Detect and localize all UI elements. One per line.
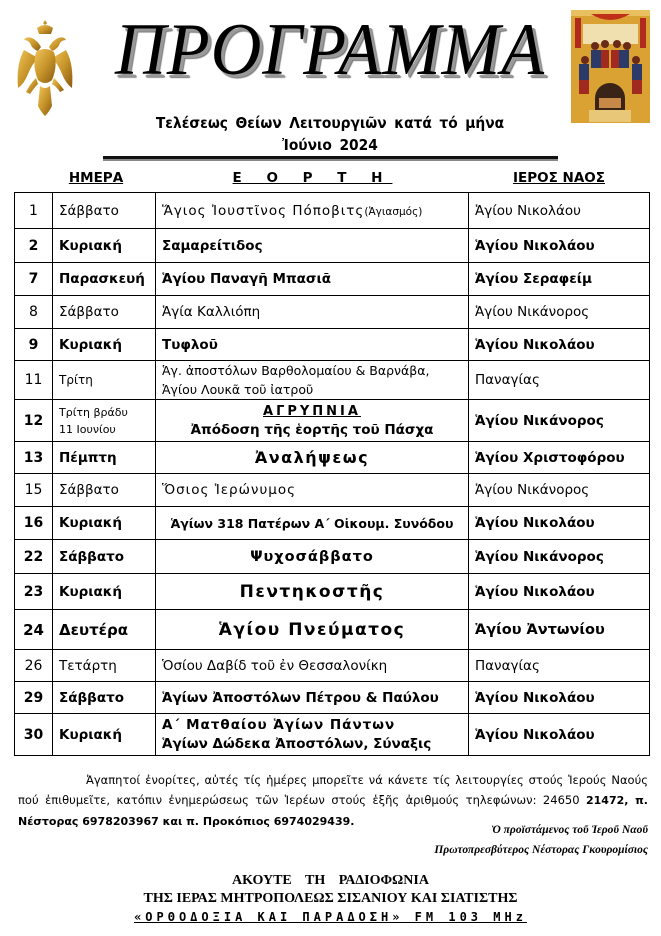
date-cell: 22 [15, 540, 53, 574]
signature-name: Πρωτοπρεσβύτερος Νέστορας Γκουρομίσιος [434, 844, 648, 856]
radio-line-1: ΑΚΟΥΤΕ ΤΗ ΡΑΔΙΟΦΩΝΙΑ [232, 873, 429, 888]
radio-station: «ΟΡΘΟΔΟΞΙΑ ΚΑΙ ΠΑΡΑΔΟΣΗ» FM 103 MHz [134, 910, 527, 924]
church-cell: Ἁγίου Νικάνορος [469, 540, 650, 574]
subtitle-line-2: Ἰούνιο 2024 [282, 136, 378, 154]
table-row [15, 229, 650, 263]
notice-text: Ἀγαπητοί ἐνορίτες, αὐτές τίς ἡμέρες μπορεῖτε νά κάνετε τίς λειτουργίες στούς Ἱερούς Ναούς πού ἐπιθυμεῖτε, κατόπιν ἐνημερώσεως τῶν Ἱερέων στούς ἑξῆς ἀριθμούς τηλεφώνων: 24650 [18, 773, 648, 807]
date-cell: 12 [15, 400, 53, 442]
church-cell: Ἁγίου Σεραφείμ [469, 263, 650, 296]
feast-cell: Ἁγίων Ἀποστόλων Πέτρου & Παύλου [156, 682, 469, 714]
table-row [15, 361, 650, 400]
day-cell: Πέμπτη [53, 442, 156, 474]
table-row [15, 263, 650, 296]
table-row [15, 650, 650, 682]
church-cell: Παναγίας [469, 650, 650, 682]
date-cell: 2 [15, 229, 53, 263]
church-cell: Ἁγίου Νικολάου [469, 507, 650, 540]
date-cell: 16 [15, 507, 53, 540]
feast-line-1: Ἁγ. ἀποστόλων Βαρθολομαίου & Βαρνάβα, [162, 363, 430, 378]
date-cell: 9 [15, 329, 53, 361]
feast-cell [156, 361, 469, 400]
vigil-label: ΑΓΡΥΠΝΙΑ [263, 403, 361, 419]
table-row [15, 574, 650, 610]
church-cell: Ἁγίου Νικάνορος [469, 400, 650, 442]
church-cell: Ἁγίου Νικάνορος [469, 296, 650, 329]
column-header-day: ΗΜΕΡΑ [68, 170, 124, 186]
header-divider-shadow [103, 159, 558, 161]
date-cell: 15 [15, 474, 53, 507]
table-row [15, 540, 650, 574]
feast-cell: Ὅσιος Ἱερώνυμος [156, 474, 469, 507]
church-cell: Ἁγίου Νικολάου [469, 193, 650, 229]
day-cell: Τρίτη [53, 361, 156, 400]
church-cell: Ἁγίου Χριστοφόρου [469, 442, 650, 474]
double-headed-eagle-emblem [14, 18, 76, 118]
date-cell: 24 [15, 610, 53, 650]
feast-cell: Ἁγίων 318 Πατέρων Α΄ Οἰκουμ. Συνόδου [156, 507, 469, 540]
feast-cell [156, 193, 469, 229]
church-cell: Ἁγίου Νικάνορος [469, 474, 650, 507]
day-line-1: Τρίτη βράδυ [59, 405, 128, 419]
column-header-church: ΙΕΡΟΣ ΝΑΟΣ [513, 170, 605, 186]
day-cell: Κυριακή [53, 507, 156, 540]
date-cell: 11 [15, 361, 53, 400]
day-cell: Σάββατο [53, 193, 156, 229]
table-row [15, 400, 650, 442]
table-row [15, 442, 650, 474]
date-cell: 1 [15, 193, 53, 229]
feast-cell: Ἀναλήψεως [156, 442, 469, 474]
radio-announcement [0, 872, 661, 926]
schedule-table [14, 192, 650, 756]
day-line-2: 11 Ιουνίου [59, 422, 116, 436]
table-row [15, 329, 650, 361]
feast-line-2: Ἁγίου Λουκᾶ τοῦ ἰατροῦ [162, 382, 314, 397]
table-row [15, 507, 650, 540]
table-row [15, 714, 650, 756]
day-cell: Κυριακή [53, 329, 156, 361]
feast-cell: Σαμαρείτιδος [156, 229, 469, 263]
table-row [15, 296, 650, 329]
date-cell: 23 [15, 574, 53, 610]
subtitle [118, 112, 541, 156]
feast-cell: Ἁγία Καλλιόπη [156, 296, 469, 329]
church-cell: Ἁγίου Νικολάου [469, 714, 650, 756]
day-cell [53, 400, 156, 442]
day-cell: Σάββατο [53, 540, 156, 574]
church-cell: Ἁγίου Νικολάου [469, 229, 650, 263]
day-cell: Τετάρτη [53, 650, 156, 682]
day-cell: Δευτέρα [53, 610, 156, 650]
church-cell: Ἁγίου Νικολάου [469, 574, 650, 610]
feast-cell: Ἁγίου Πνεύματος [156, 610, 469, 650]
table-row [15, 474, 650, 507]
feast-line-2: Ἁγίων Δώδεκα Ἀποστόλων, Σύναξις [162, 735, 432, 752]
church-cell: Ἁγίου Νικολάου [469, 682, 650, 714]
signature-title: Ὁ προϊστάμενος τοῦ Ἱεροῦ Ναοῦ [491, 824, 648, 836]
feast-cell: Ψυχοσάββατο [156, 540, 469, 574]
radio-line-2: ΤΗΣ ΙΕΡΑΣ ΜΗΤΡΟΠΟΛΕΩΣ ΣΙΣΑΝΙΟΥ ΚΑΙ ΣΙΑΤΙΣΤΗΣ [143, 891, 518, 906]
subtitle-line-1: Τελέσεως Θείων Λειτουργιῶν κατά τό μήνα [155, 114, 505, 132]
notice-phones: 21472, π. Νέστορας 6978203967 και π. Προκόπιος 6974029439. [18, 794, 648, 828]
feast-cell [156, 714, 469, 756]
date-cell: 30 [15, 714, 53, 756]
feast-text: Ἅγιος Ἰουστῖνος Πόποβιτς [162, 202, 365, 219]
feast-cell [156, 400, 469, 442]
day-cell: Κυριακή [53, 714, 156, 756]
column-header-feast: Ε Ο Ρ Τ Η [232, 170, 393, 186]
signature [434, 820, 648, 860]
table-row [15, 193, 650, 229]
day-cell: Σάββατο [53, 296, 156, 329]
page-title: ΠΡΟΓΡΑΜΜΑ [115, 9, 545, 91]
table-row [15, 682, 650, 714]
day-cell: Σάββατο [53, 682, 156, 714]
church-cell: Ἁγίου Ἀντωνίου [469, 610, 650, 650]
feast-cell: Τυφλοῦ [156, 329, 469, 361]
feast-cell: Ἁγίου Παναγῆ Μπασιᾶ [156, 263, 469, 296]
church-cell: Παναγίας [469, 361, 650, 400]
feast-note: (Ἁγιασμός) [364, 205, 423, 218]
feast-cell: Ὁσίου Δαβίδ τοῦ ἐν Θεσσαλονίκη [156, 650, 469, 682]
day-cell: Κυριακή [53, 229, 156, 263]
feast-line-1: Α΄ Ματθαίου Ἁγίων Πάντων [162, 716, 396, 733]
pentecost-icon [571, 10, 650, 123]
day-cell: Παρασκευή [53, 263, 156, 296]
date-cell: 26 [15, 650, 53, 682]
feast-line-2: Ἀπόδοση τῆς ἑορτῆς τοῦ Πάσχα [190, 421, 434, 438]
feast-cell: Πεντηκοστῆς [156, 574, 469, 610]
date-cell: 13 [15, 442, 53, 474]
day-cell: Κυριακή [53, 574, 156, 610]
date-cell: 8 [15, 296, 53, 329]
date-cell: 29 [15, 682, 53, 714]
church-cell: Ἁγίου Νικολάου [469, 329, 650, 361]
date-cell: 7 [15, 263, 53, 296]
day-cell: Σάββατο [53, 474, 156, 507]
table-row [15, 610, 650, 650]
